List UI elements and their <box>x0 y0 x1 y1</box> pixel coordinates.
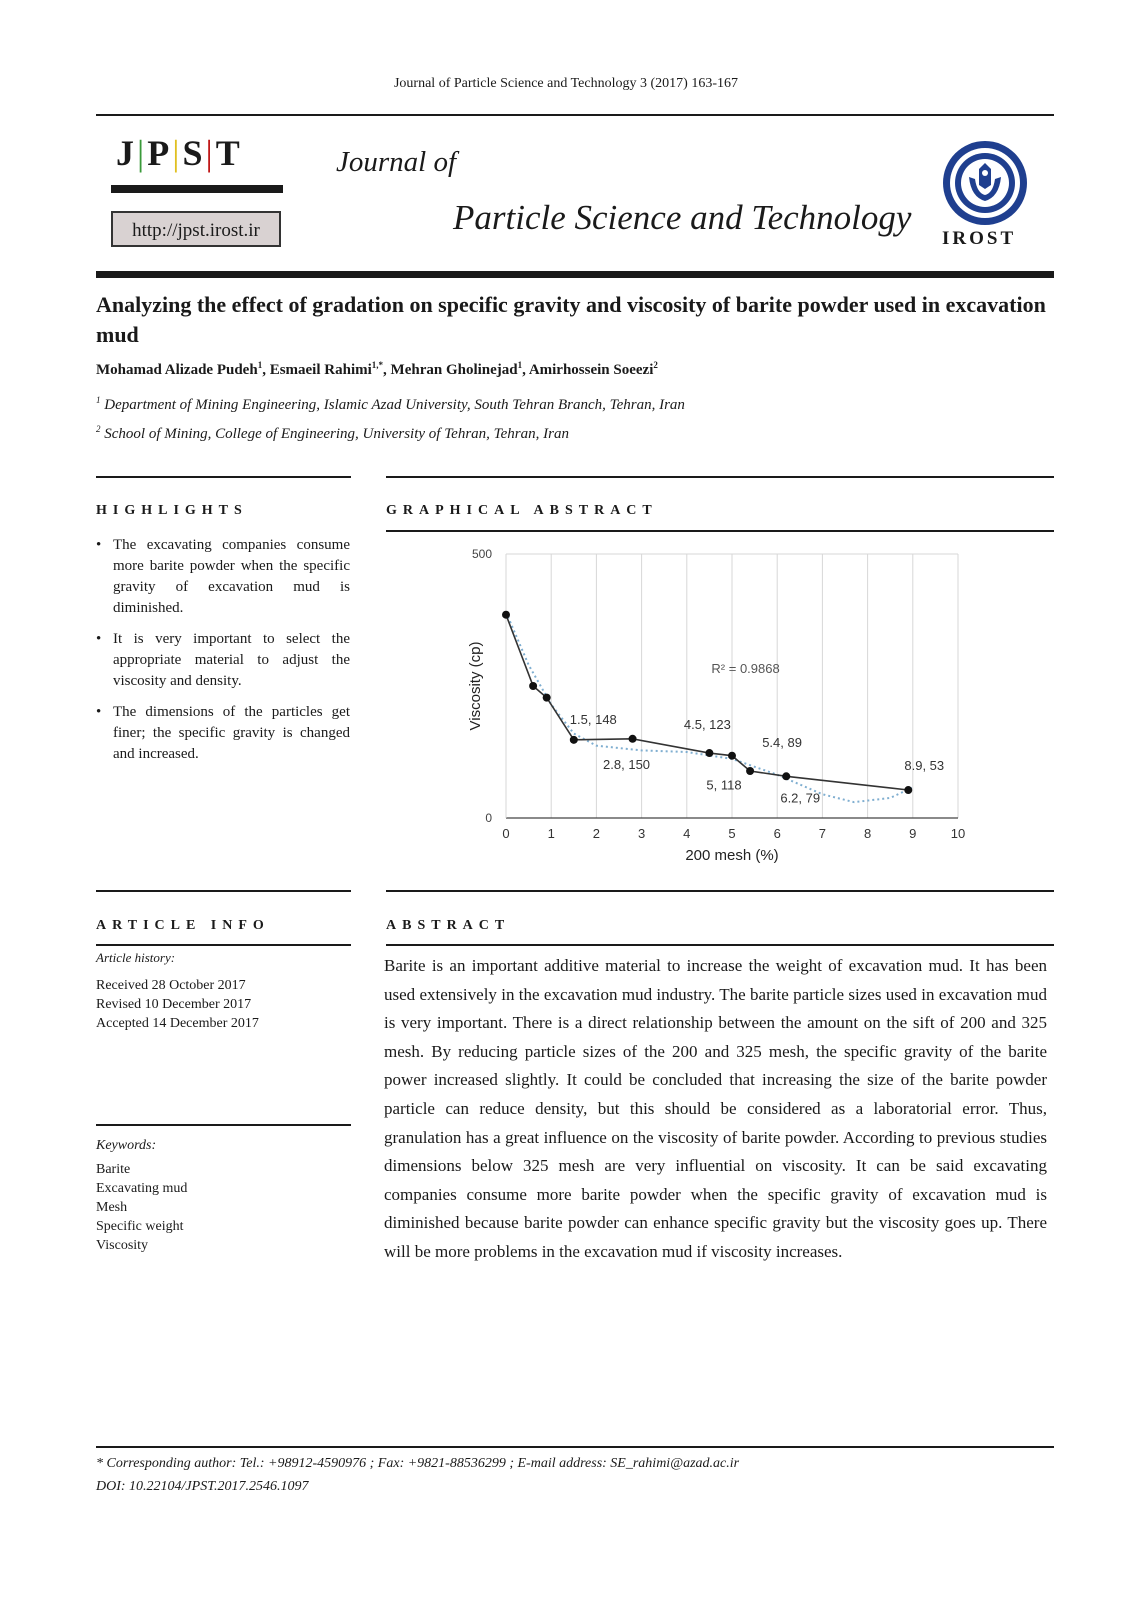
keyword: Specific weight <box>96 1219 184 1234</box>
abstract-under-rule <box>386 944 1054 946</box>
author-name: Mehran Gholinejad <box>390 362 518 378</box>
highlight-item <box>96 629 350 692</box>
keyword: Mesh <box>96 1200 128 1215</box>
bullet: • <box>96 631 102 647</box>
x-tick-label: 8 <box>863 826 872 841</box>
journal-of-text: Journal of <box>336 146 457 178</box>
y-axis-label: Viscosity (cp) <box>467 641 484 731</box>
author-name: Amirhossein Soeezi <box>528 362 654 378</box>
data-label: 6.2, 79 <box>780 790 821 806</box>
data-label: 1.5, 148 <box>569 711 617 727</box>
highlight-item <box>96 535 350 619</box>
affiliation <box>96 426 569 443</box>
masthead-rule <box>96 271 1054 278</box>
affiliation <box>96 397 685 414</box>
doi: DOI: 10.22104/JPST.2017.2546.1097 <box>96 1479 309 1494</box>
r-squared-label: R² = 0.9868 <box>711 660 780 676</box>
bullet: • <box>96 704 102 720</box>
author-name: Mohamad Alizade Pudeh <box>96 362 258 378</box>
irost-seal-icon <box>941 139 1029 227</box>
x-tick-label: 5 <box>728 826 736 841</box>
x-tick-label: 0 <box>502 826 510 841</box>
graphical-abstract-under-rule <box>386 530 1054 532</box>
journal-name: Particle Science and Technology <box>453 198 912 237</box>
article-info-heading: ARTICLE INFO <box>96 918 270 933</box>
affiliation-text: School of Mining, College of Engineering, University of Tehran, Tehran, Iran <box>104 426 569 442</box>
data-point <box>502 611 510 619</box>
keyword: Barite <box>96 1162 131 1177</box>
logo-letter-j: J <box>116 133 135 173</box>
history-label: Article history: <box>96 950 176 965</box>
x-tick-label: 1 <box>547 826 555 841</box>
history-received: Received 28 October 2017 <box>96 978 246 993</box>
data-point <box>728 752 736 760</box>
highlights-top-rule <box>96 476 351 478</box>
data-point <box>746 767 754 775</box>
jpst-logo <box>116 133 241 173</box>
highlight-text: It is very important to select the appropriate material to adjust the viscosity and density. <box>113 631 350 689</box>
data-point <box>904 786 912 794</box>
x-tick-label: 2 <box>592 826 601 841</box>
article-info-under-rule <box>96 944 351 946</box>
trend-line <box>506 612 913 802</box>
author-sup: 1 <box>517 360 523 370</box>
affiliation-sup: 2 <box>96 424 101 434</box>
data-line <box>506 615 908 790</box>
data-point <box>629 735 637 743</box>
x-tick-label: 9 <box>909 826 917 841</box>
x-tick-label: 4 <box>683 826 691 841</box>
data-label: 5, 118 <box>706 777 742 793</box>
x-axis-label: 200 mesh (%) <box>685 847 779 864</box>
author-sup: 1 <box>257 360 263 370</box>
logo-separator: | <box>205 133 214 173</box>
paper-title: Analyzing the effect of gradation on specific gravity and viscosity of barite powder used in excavation mud <box>96 292 1046 347</box>
data-point <box>529 682 537 690</box>
author-sup: 1,* <box>371 360 384 370</box>
graphical-abstract-top-rule <box>386 476 1054 478</box>
article-info-top-rule <box>96 890 351 892</box>
corresponding-author: * Corresponding author: Tel.: +98912-4590976 ; Fax: +9821-88536299 ; E-mail address: SE_rahimi@azad.ac.ir <box>96 1456 740 1471</box>
data-point <box>782 772 790 780</box>
data-point <box>570 736 578 744</box>
abstract-heading: ABSTRACT <box>386 918 511 933</box>
logo-separator: | <box>137 133 146 173</box>
affiliation-text: Department of Mining Engineering, Islamic Azad University, South Tehran Branch, Tehran, Iran <box>104 397 685 413</box>
author-sup: 2 <box>653 360 658 370</box>
highlights-list <box>96 535 350 775</box>
author-name: Esmaeil Rahimi <box>269 362 372 378</box>
y-tick-label: 500 <box>471 547 492 561</box>
graphical-abstract-heading: GRAPHICAL ABSTRACT <box>386 503 658 518</box>
keyword: Excavating mud <box>96 1181 188 1196</box>
publisher-name: IROST <box>942 228 1017 249</box>
affiliation-sup: 1 <box>96 395 101 405</box>
data-label: 8.9, 53 <box>904 758 945 774</box>
data-label: 5.4, 89 <box>762 735 802 751</box>
header-rule <box>96 114 1054 116</box>
logo-letter-t: T <box>215 133 241 173</box>
logo-letter-s: S <box>182 133 204 173</box>
logo-separator: | <box>172 133 181 173</box>
keywords-label: Keywords: <box>96 1138 157 1153</box>
keywords-top-rule <box>96 1124 351 1126</box>
history-revised: Revised 10 December 2017 <box>96 997 252 1012</box>
journal-url-link[interactable]: http://jpst.irost.ir <box>111 211 281 247</box>
highlight-text: The excavating companies consume more barite powder when the specific gravity of excavation mud is diminished. <box>113 537 350 616</box>
x-tick-label: 6 <box>773 826 781 841</box>
history-accepted: Accepted 14 December 2017 <box>96 1016 259 1031</box>
author-list: Mohamad Alizade Pudeh$^1$, Esmaeil Rahimi$^{1,*}$, Mehran Gholinejad$^1$, Amirhossein Soeezi$^2$ <box>96 360 658 378</box>
bullet: • <box>96 537 102 553</box>
data-label: 4.5, 123 <box>683 717 731 733</box>
data-point <box>543 694 551 702</box>
logo-letter-p: P <box>147 133 171 173</box>
logo-underline <box>111 185 283 193</box>
highlight-text: The dimensions of the particles get finer; the specific gravity is changed and increased. <box>113 704 350 762</box>
highlights-heading: HIGHLIGHTS <box>96 503 248 518</box>
highlight-item <box>96 702 350 765</box>
data-point <box>705 749 713 757</box>
x-tick-label: 3 <box>637 826 646 841</box>
viscosity-chart <box>458 540 978 870</box>
x-tick-label: 7 <box>818 826 827 841</box>
abstract-top-rule <box>386 890 1054 892</box>
data-label: 2.8, 150 <box>603 756 651 772</box>
footer-rule <box>96 1446 1054 1448</box>
y-tick-label: 0 <box>485 811 492 825</box>
abstract-text: Barite is an important additive material to increase the weight of excavation mud. It has been used extensively in the excavation mud industry. The barite particle sizes used in excavation mud is very important. There is a direct relationship between the amount on the sift of 200 and 325 mesh. By reducing particle sizes of the 200 and 325 mesh, the specific gravity of the barite power increased slightly. It could be concluded that increasing the size of the barite powder particle can reduce density, but this should be considered as a laboratorial error. Thus, granulation has a great influence on the viscosity of barite powder. According to previous studies dimensions below 325 mesh are very influential on viscosity. It can be said excavating companies consume more barite powder when the specific gravity of excavation mud is diminished because barite powder can enhance specific gravity but the viscosity goes up. There will be more problems in the excavation mud if viscosity increases. <box>384 956 1047 1261</box>
x-tick-label: 10 <box>950 826 966 841</box>
running-head: Journal of Particle Science and Technology 3 (2017) 163-167 <box>393 76 738 91</box>
keyword: Viscosity <box>96 1238 149 1253</box>
